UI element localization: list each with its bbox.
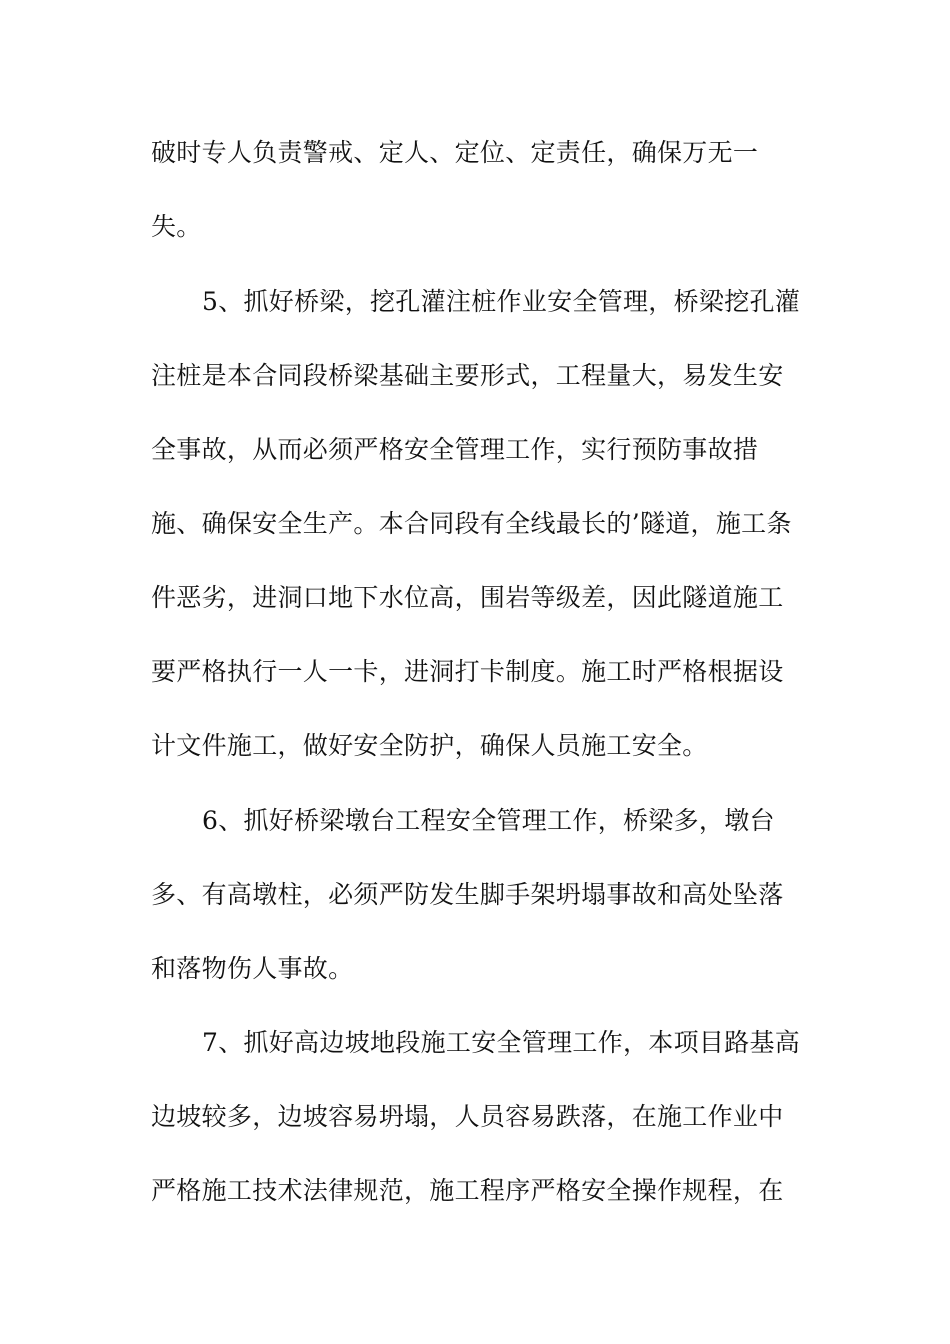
text-line: 件恶劣，进洞口地下水位高，围岩等级差，因此隧道施工 bbox=[151, 583, 784, 612]
text-line: 多、有高墩柱，必须严防发生脚手架坍塌事故和高处坠落 bbox=[151, 880, 784, 909]
text-line: 破时专人负责警戒、定人、定位、定责任，确保万无一 bbox=[151, 138, 759, 167]
text-line: 严格施工技术法律规范，施工程序严格安全操作规程，在 bbox=[151, 1176, 784, 1205]
paragraph-6-start: 6、抓好桥梁墩台工程安全管理工作，桥梁多，墩台 bbox=[202, 806, 775, 835]
text-line: 计文件施工，做好安全防护，确保人员施工安全。 bbox=[151, 731, 708, 760]
text-line: 要严格执行一人一卡，进洞打卡制度。施工时严格根据设 bbox=[151, 657, 784, 686]
text-line: 施、确保安全生产。本合同段有全线最长的’隧道，施工条 bbox=[151, 509, 792, 538]
text-line: 失。 bbox=[151, 212, 202, 241]
text-line: 和落物伤人事故。 bbox=[151, 954, 354, 983]
text-line: 全事故，从而必须严格安全管理工作，实行预防事故措 bbox=[151, 435, 759, 464]
paragraph-5-start: 5、抓好桥梁，挖孔灌注桩作业安全管理，桥梁挖孔灌 bbox=[202, 287, 801, 316]
text-line: 边坡较多，边坡容易坍塌，人员容易跌落，在施工作业中 bbox=[151, 1102, 784, 1131]
text-line: 注桩是本合同段桥梁基础主要形式，工程量大，易发生安 bbox=[151, 361, 784, 390]
paragraph-7-start: 7、抓好高边坡地段施工安全管理工作，本项目路基高 bbox=[202, 1028, 801, 1057]
